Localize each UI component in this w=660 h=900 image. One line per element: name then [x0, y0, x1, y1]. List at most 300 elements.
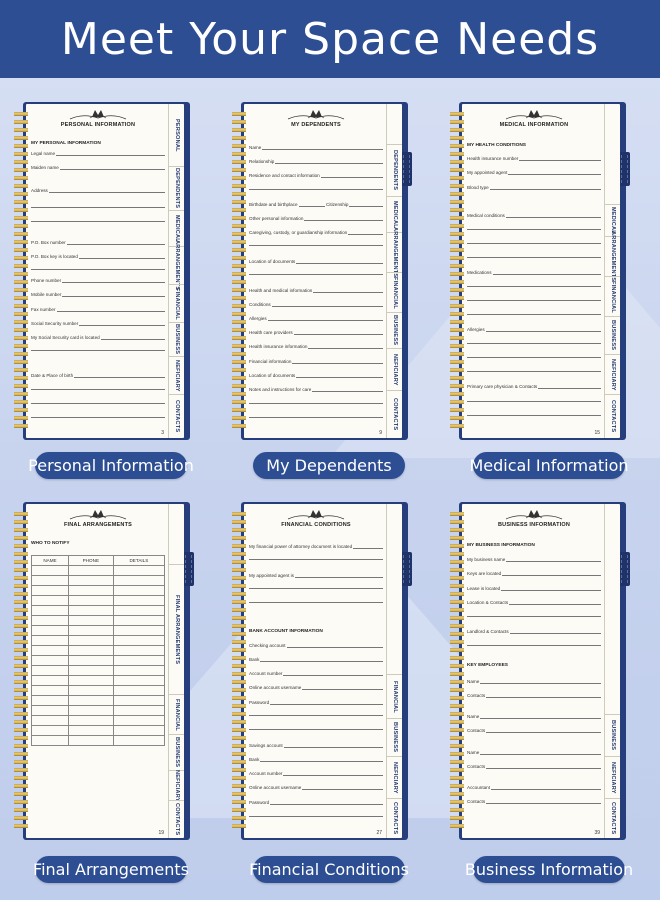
tab-contacts[interactable] [169, 394, 184, 438]
field-label: My business name [467, 557, 506, 562]
table-row [32, 676, 165, 686]
field-label: Bank [249, 757, 260, 762]
field-label: Contacts [467, 693, 486, 698]
page-title: Meet Your Space Needs [60, 13, 600, 65]
tab-label: PERSONAL [174, 118, 180, 152]
form-field[interactable] [249, 544, 383, 549]
section-tabs [604, 504, 620, 838]
table-row [32, 646, 165, 656]
ornament-icon [68, 109, 128, 121]
table-cell[interactable] [32, 696, 69, 706]
tab-contacts[interactable] [169, 800, 184, 838]
tab-label: ARRANGEMENTS [392, 227, 398, 278]
field-label: Conditions [249, 302, 271, 307]
field-label: Health care providers [249, 330, 293, 335]
form-field[interactable] [249, 316, 383, 321]
field-label: Bank [249, 657, 260, 662]
form-field[interactable] [31, 321, 165, 326]
field-label: Landlord & Contacts [467, 629, 509, 634]
blank-line [467, 314, 601, 315]
tab-financial[interactable] [169, 694, 184, 734]
table-cell[interactable] [68, 686, 113, 696]
form-field[interactable] [467, 693, 601, 698]
form-field[interactable] [31, 373, 165, 378]
table-row [32, 566, 165, 576]
table-cell[interactable] [68, 666, 113, 676]
form-field[interactable] [467, 185, 601, 190]
table-row [32, 716, 165, 726]
form-field[interactable] [326, 202, 383, 207]
planner-financial [232, 502, 408, 840]
tab-dependents[interactable] [387, 144, 402, 196]
table-cell[interactable] [32, 736, 69, 746]
form-field[interactable] [467, 557, 601, 562]
spiral-binding [232, 510, 246, 832]
tab-label: MEDICAL [174, 215, 180, 242]
tab-label: CONTACTS [610, 802, 616, 835]
section-heading: MY PERSONAL INFORMATION [31, 141, 101, 146]
form-field[interactable] [467, 571, 601, 576]
table-cell[interactable] [113, 566, 164, 576]
tab-dependents[interactable] [169, 166, 184, 210]
tab-label: NEFICIARY [392, 353, 398, 386]
field-label: Notes and instructions for care [249, 387, 312, 392]
tab-personal[interactable] [169, 104, 184, 166]
tab-contacts[interactable] [387, 798, 402, 838]
form-field[interactable] [31, 292, 165, 297]
table-cell[interactable] [113, 626, 164, 636]
tab-contacts[interactable] [605, 798, 620, 838]
table-cell[interactable] [32, 706, 69, 716]
form-field[interactable] [31, 151, 165, 156]
field-label: Health and medical information [249, 288, 313, 293]
field-label: Location & Contacts [467, 600, 509, 605]
field-label: My appointed agent [467, 170, 508, 175]
blank-line [249, 816, 383, 817]
form-field[interactable] [249, 757, 383, 762]
field-label: Mobile number [31, 292, 62, 297]
table-cell[interactable] [68, 626, 113, 636]
field-label: Blood type [467, 185, 489, 190]
tab-label: NEFICIARY [610, 761, 616, 794]
field-label: Date & Place of birth [31, 373, 74, 378]
form-field[interactable] [467, 384, 601, 389]
table-cell[interactable] [32, 626, 69, 636]
column-header: PHONE [68, 556, 113, 566]
table-cell[interactable] [113, 716, 164, 726]
field-label: Other personal information [249, 216, 304, 221]
table-cell[interactable] [32, 666, 69, 676]
field-label: Allergies [249, 316, 267, 321]
tab-label: NEFICIARY [610, 358, 616, 391]
tab-business[interactable] [169, 734, 184, 770]
field-label: Caregiving, custody, or guardianship information [249, 230, 348, 235]
form-field[interactable] [31, 240, 165, 245]
form-field[interactable] [249, 785, 383, 790]
form-field[interactable] [249, 288, 383, 293]
caption-business-information: Business Information [473, 856, 625, 883]
field-label: Citizenship [326, 202, 349, 207]
field-label: Lease is located [467, 586, 501, 591]
tab-label: MEDICAL [392, 201, 398, 228]
form-field[interactable] [249, 387, 383, 392]
field-label: Allergies [467, 327, 485, 332]
form-field[interactable] [249, 800, 383, 805]
table-cell[interactable] [32, 606, 69, 616]
tab-beneficiary[interactable] [387, 348, 402, 390]
form-field[interactable] [31, 307, 165, 312]
form-field[interactable] [249, 373, 383, 378]
field-label: Savings account [249, 743, 283, 748]
table-cell[interactable] [32, 636, 69, 646]
table-cell[interactable] [68, 736, 113, 746]
table-row [32, 656, 165, 666]
tab-label: CONTACTS [392, 802, 398, 835]
elastic-strap [183, 552, 194, 586]
table-cell[interactable] [68, 566, 113, 576]
field-label: Accountant [467, 785, 490, 790]
form-field[interactable] [31, 165, 165, 170]
page-number: 15 [594, 430, 600, 436]
field-label: Birthdate and birthplace [249, 202, 298, 207]
form-field[interactable] [467, 213, 601, 218]
ornament-icon [286, 509, 346, 521]
caption-final-arrangements: Final Arrangements [35, 856, 187, 883]
tab-label: NEFICIARY [174, 359, 180, 392]
table-cell[interactable] [32, 716, 69, 726]
field-label: Account number [249, 671, 283, 676]
tab-beneficiary[interactable] [169, 356, 184, 394]
tab-label: CONTACTS [174, 400, 180, 433]
form-field[interactable] [467, 600, 601, 605]
form-field[interactable] [249, 216, 383, 221]
table-row [32, 596, 165, 606]
table-cell[interactable] [68, 576, 113, 586]
form-field[interactable] [249, 344, 383, 349]
tab-financial[interactable] [605, 276, 620, 316]
form-field[interactable] [467, 728, 601, 733]
blank-line [249, 588, 383, 589]
section-heading: BANK ACCOUNT INFORMATION [249, 629, 323, 634]
field-label: Phone number [31, 278, 62, 283]
form-field[interactable] [249, 700, 383, 705]
table-cell[interactable] [113, 676, 164, 686]
field-label: Contacts [467, 764, 486, 769]
blank-line [31, 417, 165, 418]
planner-page [26, 504, 184, 838]
table-cell[interactable] [68, 586, 113, 596]
form-field[interactable] [249, 259, 383, 264]
planner-medical [450, 102, 626, 440]
form-field[interactable] [249, 671, 383, 676]
form-field[interactable] [467, 270, 601, 275]
blank-line [31, 403, 165, 404]
form-field[interactable] [467, 714, 601, 719]
section-heading: WHO TO NOTIFY [31, 541, 70, 546]
form-field[interactable] [249, 159, 383, 164]
table-row [32, 576, 165, 586]
field-label: Medications [467, 270, 492, 275]
table-cell[interactable] [32, 576, 69, 586]
table-cell[interactable] [32, 676, 69, 686]
field-label: Legal name [31, 151, 56, 156]
table-cell[interactable] [68, 716, 113, 726]
section-heading: MY HEALTH CONDITIONS [467, 143, 526, 148]
tab-label: BUSINESS [610, 320, 616, 351]
page-number: 27 [376, 830, 382, 836]
tab-financial[interactable] [169, 284, 184, 322]
blank-line [31, 221, 165, 222]
form-field[interactable] [249, 359, 383, 364]
tab-final-arrangements[interactable] [169, 564, 184, 694]
form-field[interactable] [467, 679, 601, 684]
form-field[interactable] [249, 573, 383, 578]
table-row [32, 686, 165, 696]
table-cell[interactable] [68, 606, 113, 616]
field-label: P.O. Box key is located [31, 254, 78, 259]
tab-label: FINANCIAL [610, 280, 616, 313]
table-cell[interactable] [113, 666, 164, 676]
field-label: Residence and contact information [249, 173, 320, 178]
tab-business[interactable] [605, 316, 620, 354]
form-field[interactable] [467, 764, 601, 769]
page-heading: MEDICAL INFORMATION [499, 122, 569, 128]
tab-arrangements[interactable] [387, 227, 402, 278]
blank-line [467, 300, 601, 301]
table-cell[interactable] [32, 566, 69, 576]
blank-line [467, 257, 601, 258]
blank-line [467, 286, 601, 287]
elastic-strap [401, 152, 412, 186]
tab-label: FINANCIAL [392, 680, 398, 713]
form-field[interactable] [249, 330, 383, 335]
table-row [32, 636, 165, 646]
table-cell[interactable] [113, 576, 164, 586]
table-row [32, 616, 165, 626]
blank-line [31, 269, 165, 270]
column-header: NAME [32, 556, 69, 566]
form-field[interactable] [31, 335, 165, 340]
tab-label: NEFICIARY [392, 761, 398, 794]
table-cell[interactable] [32, 726, 69, 736]
table-cell[interactable] [113, 606, 164, 616]
form-field[interactable] [467, 156, 601, 161]
ornament-icon [504, 509, 564, 521]
form-field[interactable] [249, 173, 383, 178]
page-heading: BUSINESS INFORMATION [497, 522, 571, 528]
field-label: Name [467, 714, 480, 719]
form-field[interactable] [249, 202, 325, 207]
field-label: Name [467, 679, 480, 684]
blank-line [249, 602, 383, 603]
page-heading: PERSONAL INFORMATION [60, 122, 136, 128]
table-cell[interactable] [32, 646, 69, 656]
spiral-binding [14, 510, 28, 832]
tab-financial[interactable] [387, 272, 402, 312]
form-field[interactable] [249, 657, 383, 662]
tab-business[interactable] [169, 322, 184, 356]
table-cell[interactable] [113, 706, 164, 716]
field-label: Health insurance information [249, 344, 308, 349]
table-row [32, 726, 165, 736]
form-field[interactable] [249, 771, 383, 776]
tab-beneficiary[interactable] [169, 770, 184, 800]
form-field[interactable] [249, 643, 383, 648]
field-label: Online account username [249, 785, 302, 790]
tab-label: CONTACTS [610, 400, 616, 433]
table-cell[interactable] [113, 596, 164, 606]
header-banner [0, 0, 660, 78]
blank-line [467, 415, 601, 416]
field-label: Fax number [31, 307, 56, 312]
form-field[interactable] [467, 799, 601, 804]
tab-label: ARRANGEMENTS [174, 240, 180, 291]
tab-label: DEPENDENTS [392, 150, 398, 191]
form-field[interactable] [249, 230, 383, 235]
blank-line [249, 729, 383, 730]
table-row [32, 696, 165, 706]
table-cell[interactable] [68, 596, 113, 606]
form-field[interactable] [249, 302, 383, 307]
form-field[interactable] [31, 254, 165, 259]
field-label: Name [467, 750, 480, 755]
tab-label: DEPENDENTS [174, 168, 180, 209]
blank-line [467, 357, 601, 358]
form-field[interactable] [467, 170, 601, 175]
tab-beneficiary[interactable] [387, 756, 402, 798]
form-field[interactable] [249, 145, 383, 150]
table-cell[interactable] [113, 696, 164, 706]
table-cell[interactable] [113, 736, 164, 746]
tab-business[interactable] [605, 714, 620, 756]
tab-beneficiary[interactable] [605, 354, 620, 394]
blank-line [249, 189, 383, 190]
form-field[interactable] [467, 586, 601, 591]
form-field[interactable] [467, 629, 601, 634]
page-heading: MY DEPENDENTS [291, 122, 341, 128]
tab-label: NEFICIARY [174, 769, 180, 802]
planner-business [450, 502, 626, 840]
table-cell[interactable] [113, 656, 164, 666]
form-field[interactable] [467, 750, 601, 755]
table-cell[interactable] [68, 706, 113, 716]
ornament-icon [68, 509, 128, 521]
table-row [32, 626, 165, 636]
field-label: Social Security number [31, 321, 79, 326]
planner-final-arrangements [14, 502, 190, 840]
blank-line [467, 371, 601, 372]
table-cell[interactable] [68, 646, 113, 656]
field-label: Address [31, 188, 48, 193]
field-label: Password [249, 700, 270, 705]
form-field[interactable] [31, 188, 165, 193]
table-cell[interactable] [32, 616, 69, 626]
field-label: Financial information [249, 359, 292, 364]
table-cell[interactable] [68, 726, 113, 736]
table-cell[interactable] [68, 676, 113, 686]
planner-page [244, 104, 402, 438]
tab-beneficiary[interactable] [605, 756, 620, 798]
planner-dependents [232, 102, 408, 440]
tab-arrangements[interactable] [605, 231, 620, 282]
table-cell[interactable] [113, 616, 164, 626]
tab-financial[interactable] [387, 674, 402, 718]
blank-line [31, 350, 165, 351]
tab-contacts[interactable] [387, 390, 402, 438]
field-label: Location of documents [249, 373, 296, 378]
table-cell[interactable] [32, 586, 69, 596]
planner-page [26, 104, 184, 438]
blank-line [31, 207, 165, 208]
caption-my-dependents: My Dependents [253, 452, 405, 479]
tab-business[interactable] [387, 312, 402, 348]
form-field[interactable] [467, 327, 601, 332]
field-label: My Social Security card is located [31, 335, 100, 340]
form-field[interactable] [467, 785, 601, 790]
field-label: Maiden name [31, 165, 59, 170]
table-cell[interactable] [113, 586, 164, 596]
table-cell[interactable] [32, 686, 69, 696]
caption-personal-information: Personal Information [35, 452, 187, 479]
field-label: Account number [249, 771, 283, 776]
table-cell[interactable] [68, 636, 113, 646]
form-field[interactable] [31, 278, 165, 283]
tab-label: BUSINESS [392, 722, 398, 753]
field-label: P.O. Box number [31, 240, 66, 245]
tab-business[interactable] [387, 718, 402, 756]
blank-line [467, 343, 601, 344]
tab-arrangements[interactable] [169, 240, 184, 291]
form-field[interactable] [249, 685, 383, 690]
tab-label: CONTACTS [174, 803, 180, 836]
tab-label: MEDICAL [610, 207, 616, 234]
planner-page [462, 104, 620, 438]
field-label: Location of documents [249, 259, 296, 264]
blank-line [467, 401, 601, 402]
field-label: Medical conditions [467, 213, 505, 218]
elastic-strap [401, 552, 412, 586]
table-cell[interactable] [113, 686, 164, 696]
tab-label: ARRANGEMENTS [610, 231, 616, 282]
table-cell[interactable] [68, 696, 113, 706]
section-heading: KEY EMPLOYEES [467, 663, 508, 668]
tab-label: FINANCIAL [392, 276, 398, 309]
spiral-binding [232, 110, 246, 432]
tab-label: FINANCIAL [174, 698, 180, 731]
table-cell[interactable] [68, 656, 113, 666]
tab-label: BUSINESS [392, 315, 398, 346]
table-cell[interactable] [113, 726, 164, 736]
field-label: My financial power of attorney document is located [249, 544, 353, 549]
blank-line [467, 645, 601, 646]
table-row [32, 586, 165, 596]
table-cell[interactable] [32, 596, 69, 606]
table-cell[interactable] [113, 636, 164, 646]
tab-label: BUSINESS [174, 737, 180, 768]
spiral-binding [450, 510, 464, 832]
blank-line [249, 403, 383, 404]
table-cell[interactable] [68, 616, 113, 626]
form-field[interactable] [249, 743, 383, 748]
table-cell[interactable] [113, 646, 164, 656]
table-cell[interactable] [32, 656, 69, 666]
tab-contacts[interactable] [605, 394, 620, 438]
blank-line [249, 417, 383, 418]
field-label: Health insurance number [467, 156, 519, 161]
field-label: Contacts [467, 799, 486, 804]
column-header: DETAILS [113, 556, 164, 566]
elastic-strap [619, 152, 630, 186]
